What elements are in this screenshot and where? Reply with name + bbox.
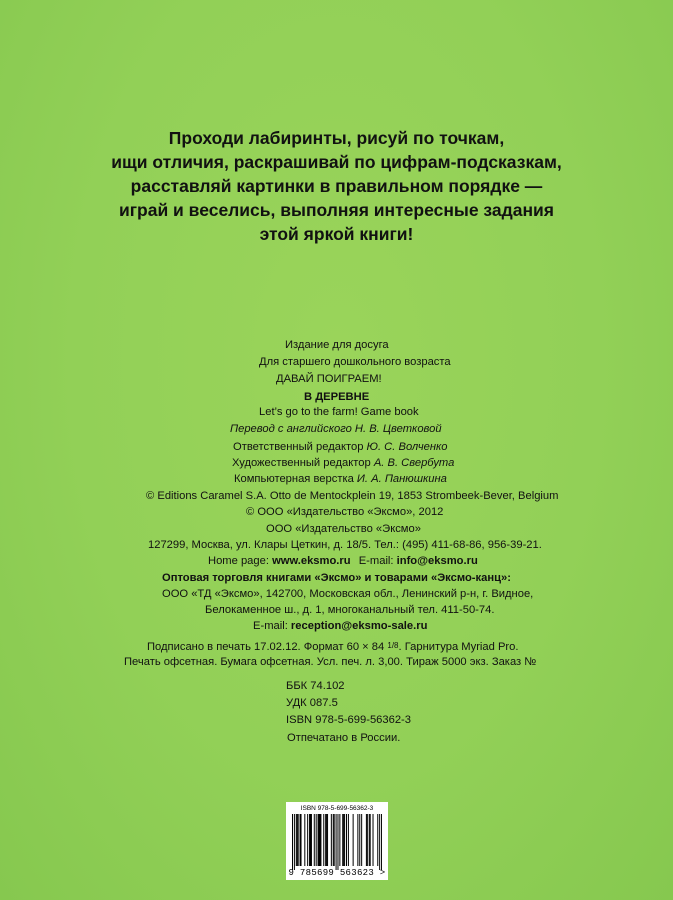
wholesale-phone: Белокаменное ш., д. 1, многоканальный тел. 411-50-74.	[205, 604, 495, 616]
barcode-bar	[318, 814, 319, 866]
barcode-bar	[325, 814, 326, 866]
barcode-bar	[333, 814, 334, 866]
printed-in: Отпечатано в России.	[287, 732, 401, 744]
barcode-bar	[366, 814, 367, 866]
barcode-bar	[370, 814, 371, 866]
print-format-fraction: 1/8	[387, 641, 399, 650]
art-editor-credit	[232, 456, 454, 472]
barcode-bar	[367, 814, 368, 866]
barcode-bar	[320, 814, 321, 866]
barcode-bar	[377, 814, 378, 866]
original-title: Let’s go to the farm! Game book	[259, 406, 419, 418]
barcode-bar	[369, 814, 370, 866]
wholesale-email-link[interactable]: reception@eksmo-sale.ru	[290, 620, 428, 632]
barcode-bar	[327, 814, 328, 866]
barcode-bar	[307, 814, 308, 866]
copyright-publisher: © ООО «Издательство «Эксмо», 2012	[246, 506, 444, 518]
art-editor-label: Художественный редактор	[232, 457, 371, 469]
barcode-bar	[292, 814, 293, 870]
homepage-link[interactable]: www.eksmo.ru	[272, 555, 351, 567]
copyright-original: © Editions Caramel S.A. Otto de Mentockplein 19, 1853 Strombeek-Bever, Belgium	[146, 490, 559, 502]
barcode-bar	[294, 814, 295, 870]
wholesale-address: ООО «ТД «Эксмо», 142700, Московская обл., Ленинский р-н, г. Видное,	[162, 588, 534, 600]
publisher-name: ООО «Издательство «Эксмо»	[266, 523, 421, 535]
print-details-typeface: . Гарнитура Myriad Pro.	[398, 641, 519, 653]
barcode-bar	[310, 814, 311, 866]
barcode-bar	[331, 814, 332, 866]
isbn-number: ISBN 978-5-699-56362-3	[286, 714, 412, 726]
barcode-bar	[344, 814, 345, 866]
barcode-digits: 9 785699 563623 >	[288, 868, 386, 878]
email-label: E-mail:	[358, 555, 394, 567]
barcode-bar	[316, 814, 317, 866]
barcode-bar	[297, 814, 298, 866]
barcode-bar	[357, 814, 358, 866]
series-name: ДАВАЙ ПОИГРАЕМ!	[276, 373, 382, 385]
translation-credit: Перевод с английского Н. В. Цветковой	[230, 423, 442, 435]
barcode-bar	[319, 814, 320, 866]
barcode-bar	[311, 814, 312, 866]
barcode-bar	[343, 814, 344, 866]
barcode-bar	[300, 814, 301, 866]
barcode-bar	[381, 814, 382, 870]
barcode-bar	[373, 814, 374, 866]
barcode-bar	[339, 814, 340, 866]
barcode-bar	[348, 814, 349, 866]
barcode-bar	[319, 814, 320, 866]
blurb-line: этой яркой книги!	[259, 224, 414, 244]
blurb-line: Проходи лабиринты, рисуй по точкам,	[168, 128, 505, 148]
barcode-bar	[359, 814, 360, 866]
editor-credit	[233, 440, 448, 456]
barcode-bar	[323, 814, 324, 866]
barcode-bar	[304, 814, 305, 866]
barcode-bar	[337, 814, 338, 870]
bbk-code: ББК 74.102	[286, 680, 345, 692]
art-editor-name: А. В. Свербута	[373, 457, 455, 469]
barcode-bar	[309, 814, 310, 866]
udk-code: УДК 087.5	[286, 697, 338, 709]
layout-credit	[234, 472, 447, 488]
wholesale-email-label: E-mail:	[253, 620, 288, 632]
editor-label: Ответственный редактор	[233, 441, 364, 453]
publisher-address: 127299, Москва, ул. Клары Цеткин, д. 18/5. Тел.: (495) 411-68-86, 956-39-21.	[148, 539, 542, 551]
print-details	[147, 638, 518, 656]
barcode-bar	[346, 814, 347, 866]
age-group: Для старшего дошкольного возраста	[259, 356, 451, 368]
barcode	[286, 802, 388, 880]
barcode-bar	[353, 814, 354, 866]
barcode-bar	[298, 814, 299, 866]
barcode-bar	[336, 814, 337, 870]
barcode-bar	[342, 814, 343, 866]
barcode-bar	[379, 814, 380, 870]
layout-label: Компьютерная верстка	[234, 473, 354, 485]
email-link[interactable]: info@eksmo.ru	[396, 555, 478, 567]
wholesale-email	[253, 619, 427, 635]
barcode-bars	[292, 814, 382, 870]
print-run: Печать офсетная. Бумага офсетная. Усл. печ. л. 3,00. Тираж 5000 экз. Заказ №	[124, 656, 537, 668]
layout-name: И. А. Панюшкина	[356, 473, 447, 485]
print-details-format: Подписано в печать 17.02.12. Формат 60 × 84	[147, 641, 385, 653]
cover-blurb	[40, 126, 633, 246]
barcode-bar	[334, 814, 335, 866]
wholesale-heading: Оптовая торговля книгами «Эксмо» и товарами «Эксмо-канц»:	[162, 572, 511, 584]
book-title: В ДЕРЕВНЕ	[304, 391, 370, 403]
editor-name: Ю. С. Волченко	[366, 441, 448, 453]
barcode-bar	[326, 814, 327, 866]
blurb-line: расставляй картинки в правильном порядке —	[130, 176, 543, 196]
contacts	[208, 554, 478, 570]
blurb-line: ищи отличия, раскрашивай по цифрам-подсказкам,	[111, 152, 562, 172]
barcode-bar	[296, 814, 297, 866]
homepage-label: Home page:	[208, 555, 269, 567]
barcode-isbn-label: ISBN 978-5-699-56362-3	[300, 805, 374, 812]
barcode-bar	[314, 814, 315, 866]
barcode-bar	[361, 814, 362, 866]
barcode-bar	[301, 814, 302, 866]
edition-type: Издание для досуга	[285, 339, 389, 351]
blurb-line: играй и веселись, выполняя интересные задания	[118, 200, 555, 220]
